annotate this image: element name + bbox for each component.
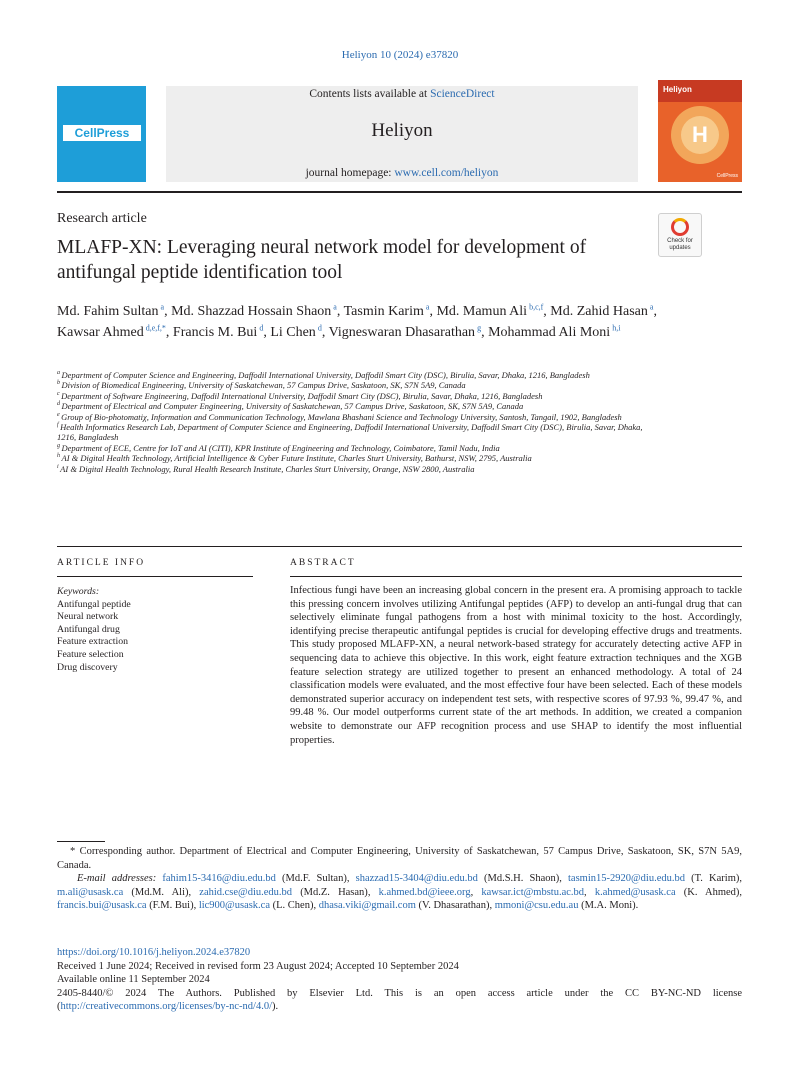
corresponding-text: Corresponding author. Department of Electrical and Computer Engineering, University of Saskatchewan, 57 Campus Drive, Saskatoon, SK, S7N 5A9, Canada.	[57, 846, 743, 871]
article-type: Research article	[57, 211, 147, 226]
email-link[interactable]: m.ali@usask.ca	[57, 886, 124, 898]
cellpress-logo-box[interactable]	[57, 86, 146, 182]
author-affiliation-marker[interactable]: d,e,f,*	[143, 323, 166, 333]
journal-name: Heliyon	[371, 120, 433, 141]
abstract-heading: ABSTRACT	[290, 558, 356, 568]
email-link[interactable]: dhasa.viki@gmail.com	[318, 900, 416, 912]
author-name: Tasmin Karim	[343, 304, 424, 319]
abstract-text: Infectious fungi have been an increasing global concern in the present era. A promising approach to tackle this pressing concern involves utilizing Antifungal peptides (AFP) to develop an anti-fungal drug that can selectively eliminate fungal pathogens from a host with minimal toxicity to the host. Accordingly, identifying precise therapeutic antifungal peptides is crucial for developing effective drugs and treatments. This study proposed MLAFP-XN, a neural network-based strategy for accurately detecting active AFP in sequencing data to achieve this objective. In this work, eight feature extraction techniques and the XGB feature selection strategy are utilized together to present an enhanced methodology. A total of 24 classification models were evaluated, and the most effective four have been selected. Each of these models demonstrated superior accuracy on independent test sets, with respective scores of 97.93 %, 99.47 %, and 99.48 %. Our model outperforms current state of the art methods. In addition, we created a companion website to demonstrate our AFP recognition process and use SHAP to identify the most influential properties.	[290, 585, 742, 746]
corresponding-author: * Corresponding author. Department of Electrical and Computer Engineering, University of Saskatchewan, 57 Campus Drive, Saskatoon, SK, S7N 5A9, Canada.	[57, 846, 743, 871]
author-name: Vigneswaran Dhasarathan	[328, 325, 476, 340]
email-owner: (Md.F. Sultan)	[275, 873, 347, 885]
email-owner: (F.M. Bui)	[146, 900, 194, 912]
email-link[interactable]: shazzad15-3404@diu.edu.bd	[355, 873, 478, 885]
article-title: MLAFP-XN: Leveraging neural network model for development of antifungal peptide identification tool	[57, 237, 587, 283]
check-updates-label: Check for updates	[667, 238, 693, 251]
sciencedirect-link[interactable]: ScienceDirect	[430, 88, 495, 100]
affiliation-key: i	[57, 463, 61, 470]
author-affiliation-marker[interactable]: a	[331, 302, 337, 312]
article-info-heading: ARTICLE INFO	[57, 558, 146, 568]
email-link[interactable]: fahim15-3416@diu.edu.bd	[162, 873, 276, 885]
affiliation-key: c	[57, 390, 62, 397]
email-link[interactable]: kawsar.ict@mbstu.ac.bd	[481, 886, 585, 898]
email-link[interactable]: mmoni@csu.edu.au	[494, 900, 579, 912]
contents-prefix: Contents lists available at	[309, 88, 428, 100]
cover-emblem	[671, 106, 729, 164]
keyword-list	[57, 599, 131, 675]
author-affiliation-marker[interactable]: d	[257, 323, 264, 333]
article-info-rule	[57, 576, 253, 577]
author-affiliation-marker[interactable]: a	[158, 302, 165, 312]
affiliation-text: Division of Biomedical Engineering, University of Saskatchewan, 57 Campus Drive, Saskatoon, SK, S7N 5A9, Canada	[61, 380, 466, 391]
email-link[interactable]: francis.bui@usask.ca	[57, 900, 147, 912]
affiliation-key: d	[57, 401, 62, 408]
affiliation-key: a	[57, 370, 62, 377]
author-name: Md. Zahid Hasan	[550, 304, 648, 319]
email-owner: (V. Dhasarathan)	[415, 900, 490, 912]
affiliation-text: Health Informatics Research Lab, Department of Computer Science and Engineering, Daffodil International University, Daffodil Smart City (DSC), Birulia, Savar, Dhaka, 1216, Bangladesh	[57, 422, 643, 443]
affiliation-item	[57, 380, 657, 390]
article-meta	[57, 946, 742, 1014]
affiliation-item	[57, 453, 657, 463]
affiliation-item	[57, 422, 657, 443]
check-for-updates-button[interactable]	[658, 213, 702, 257]
keyword-item: Neural network	[57, 611, 119, 623]
author-name: Kawsar Ahmed	[57, 325, 144, 340]
affiliation-item	[57, 464, 657, 474]
affiliation-text: Department of ECE, Centre for IoT and AI (CITI), KPR Institute of Engineering and Technology, Coimbatore, Tamil Nadu, India	[61, 442, 500, 453]
cover-letter: H	[692, 122, 708, 147]
contents-line	[166, 88, 638, 100]
homepage-line	[166, 167, 638, 179]
author-affiliation-marker[interactable]: b,c,f	[527, 302, 544, 312]
author-name: Md. Mamun Ali	[436, 304, 528, 319]
keyword-item: Antifungal peptide	[57, 598, 131, 610]
email-owner: (K. Ahmed)	[675, 886, 740, 898]
journal-header	[166, 86, 638, 182]
affiliation-text: Group of Bio-photomatiχ, Information and Communication Technology, Mawlana Bhashani Science and Technology University, Santosh, Tangail, 1902, Bangladesh	[61, 411, 622, 422]
affiliation-key: g	[57, 443, 62, 450]
affiliation-text: Department of Software Engineering, Daffodil International University, Daffodil Smart City (DSC), Birulia, Savar, Dhaka, 1216, Bangladesh	[61, 390, 543, 401]
email-label: E-mail addresses:	[77, 873, 163, 885]
email-owner: (Md.Z. Hasan)	[292, 886, 368, 898]
keyword-item: Feature selection	[57, 648, 124, 660]
email-owner: (Md.M. Ali)	[123, 886, 189, 898]
journal-citation[interactable]: Heliyon 10 (2024) e37820	[341, 49, 459, 61]
license-line: 2405-8440/© 2024 The Authors. Published by Elsevier Ltd. This is an open access article under the CC BY-NC-ND license (http://creativecommons.org/licenses/by-nc-nd/4.0/).	[57, 987, 742, 1013]
author-affiliation-marker[interactable]: g	[475, 323, 482, 333]
author-list: Md. Fahim Sultan $^a$, Md. Shazzad Hossain Shaon $^a$, Tasmin Karim $^a$, Md. Mamun Ali $^{b,c,f}$, Md. Zahid Hasan $^a$, Kawsar Ahmed $^{d,e,f,*}$, Francis M. Bui $^d$, Li Chen $^d$, Vigneswaran Dhasarathan $^g$, Mohammad Ali Moni $^{h,i}$	[57, 302, 657, 340]
affiliation-text: AI & Digital Health Technology, Artificial Intelligence & Cyber Future Institute, Charles Sturt University, Bathurst, NSW, 2795, Australia	[61, 453, 532, 464]
journal-cover-image[interactable]	[658, 80, 742, 182]
email-link[interactable]: lic900@usask.ca	[198, 900, 271, 912]
affiliation-item	[57, 401, 657, 411]
license-text: 2405-8440/© 2024 The Authors. Published by Elsevier Ltd. This is an open access article under the CC BY-NC-ND license	[57, 987, 742, 999]
affiliation-key: h	[57, 453, 62, 460]
footnote-rule	[57, 841, 105, 842]
affiliation-key: b	[57, 380, 62, 387]
keyword-item: Feature extraction	[57, 636, 128, 648]
check-updates-icon	[671, 218, 689, 236]
affiliation-list	[57, 370, 657, 474]
email-link[interactable]: tasmin15-2920@diu.edu.bd	[568, 873, 686, 885]
email-owner: (L. Chen)	[270, 900, 314, 912]
email-link[interactable]: k.ahmed.bd@ieee.org	[378, 886, 471, 898]
license-link[interactable]: http://creativecommons.org/licenses/by-nc-nd/4.0/	[60, 1001, 273, 1013]
received-dates: Received 1 June 2024; Received in revised form 23 August 2024; Accepted 10 September 2024	[57, 960, 459, 972]
author-name: Md. Fahim Sultan	[57, 304, 159, 319]
affiliation-text: AI & Digital Health Technology, Rural Health Research Institute, Charles Sturt University, Orange, NSW 2800, Australia	[60, 463, 475, 474]
homepage-prefix: journal homepage:	[305, 167, 392, 179]
online-date: Available online 11 September 2024	[57, 974, 210, 986]
email-owner: (Md.S.H. Shaon)	[477, 873, 560, 885]
author-affiliation-marker[interactable]: a	[423, 302, 430, 312]
cover-title: Heliyon	[663, 85, 692, 94]
keywords-block	[57, 586, 131, 674]
affiliation-key: f	[57, 422, 61, 429]
author-name: Mohammad Ali Moni	[488, 325, 611, 340]
email-addresses: E-mail addresses: fahim15-3416@diu.edu.bd (Md.F. Sultan), shazzad15-3404@diu.edu.bd (Md.S.H. Shaon), tasmin15-2920@diu.edu.bd (T. Karim), m.ali@usask.ca (Md.M. Ali), zahid.cse@diu.edu.bd (Md.Z. Hasan), k.ahmed.bd@ieee.org, kawsar.ict@mbstu.ac.bd, k.ahmed@usask.ca (K. Ahmed), francis.bui@usask.ca (F.M. Bui), lic900@usask.ca (L. Chen), dhasa.viki@gmail.com (V. Dhasarathan), mmoni@csu.edu.au (M.A. Moni).	[57, 873, 743, 912]
cover-footer: CellPress	[716, 173, 738, 179]
homepage-link[interactable]: www.cell.com/heliyon	[394, 167, 499, 179]
affiliation-item	[57, 391, 657, 401]
keyword-item: Drug discovery	[57, 661, 118, 673]
keywords-label: Keywords:	[57, 586, 100, 597]
author-affiliation-marker[interactable]: h,i	[610, 323, 621, 333]
affiliation-text: Department of Computer Science and Engineering, Daffodil International University, Daffodil Smart City (DSC), Birulia, Savar, Dhaka, 1216, Bangladesh	[61, 370, 590, 380]
cover-emblem-inner	[681, 116, 719, 154]
abstract-rule	[290, 576, 742, 577]
author-affiliation-marker[interactable]: a	[647, 302, 654, 312]
author-name: Li Chen	[270, 325, 316, 340]
corresponding-footnote	[57, 845, 742, 913]
email-owner: (M.A. Moni).	[578, 900, 639, 912]
doi-link[interactable]: https://doi.org/10.1016/j.heliyon.2024.e37820	[57, 947, 251, 958]
section-rule	[57, 546, 742, 547]
email-link[interactable]: zahid.cse@diu.edu.bd	[199, 886, 293, 898]
email-owner: (T. Karim)	[685, 873, 740, 885]
affiliation-text: Department of Electrical and Computer Engineering, University of Saskatchewan, 57 Campus Drive, Saskatoon, SK, S7N 5A9, Canada	[61, 401, 524, 412]
author-affiliation-marker[interactable]: d	[315, 323, 322, 333]
affiliation-item	[57, 370, 657, 380]
affiliation-item	[57, 443, 657, 453]
header-rule	[57, 191, 742, 193]
affiliation-key: e	[57, 411, 62, 418]
author-name: Md. Shazzad Hossain Shaon	[171, 304, 332, 319]
cellpress-logo: CellPress	[63, 125, 141, 141]
author-name: Francis M. Bui	[172, 325, 258, 340]
affiliation-item	[57, 412, 657, 422]
email-link[interactable]: k.ahmed@usask.ca	[594, 886, 676, 898]
keyword-item: Antifungal drug	[57, 623, 120, 635]
